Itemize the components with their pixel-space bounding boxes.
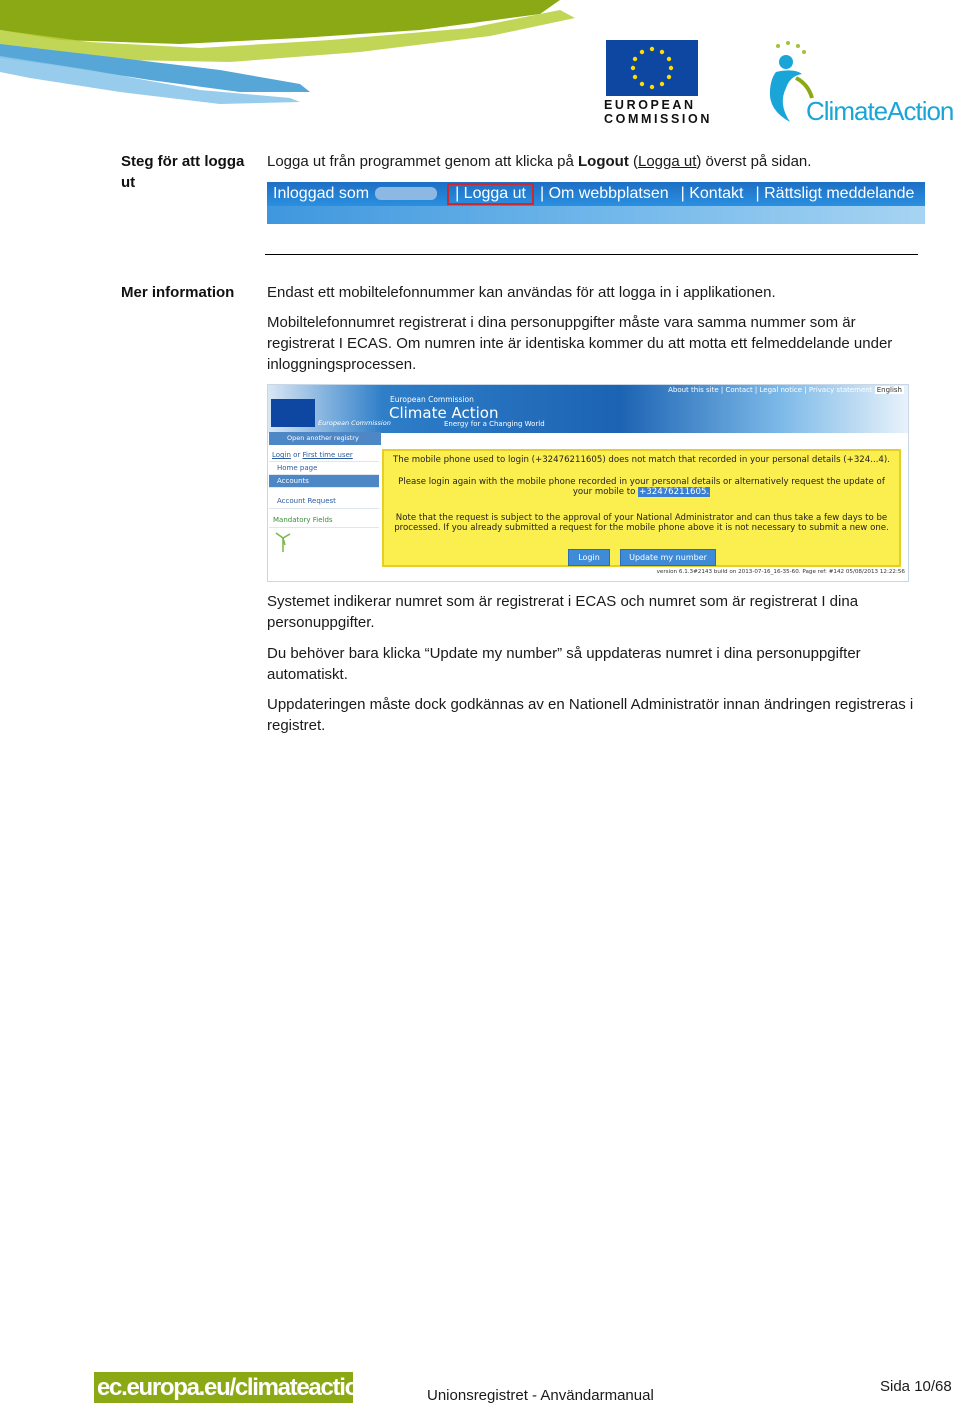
more-info-para3: Systemet indikerar numret som är registrerat i ECAS och numret som är registrerat I dina personuppgifter. <box>267 593 859 631</box>
app-side-or: or <box>290 451 303 459</box>
nav-about-link[interactable] <box>534 185 675 203</box>
app-banner <box>268 385 908 433</box>
nav-logout-label: Logga ut <box>463 185 526 202</box>
app-side-accounts[interactable]: Accounts <box>269 475 379 488</box>
wind-turbine-icon <box>273 530 293 552</box>
app-update-number-button[interactable]: Update my number <box>620 549 716 566</box>
app-ec-logo-text: European Commission <box>318 419 391 427</box>
footer-url-logo: ec.europa.eu/climateaction <box>94 1372 353 1403</box>
nav-legal-label: Rättsligt meddelande <box>764 185 915 202</box>
section-label-more-info: Mer information <box>121 284 235 301</box>
more-info-para1: Endast ett mobiltelefonnummer kan användas för att logga in i applikationen. <box>267 284 776 301</box>
app-top-links-text[interactable]: About this site | Contact | Legal notice | Privacy statement <box>668 386 873 394</box>
more-info-para2: Mobiltelefonnumret registrerat i dina personuppgifter måste vara samma nummer som är registrerat I ECAS. Om numren inte är identiska kommer du att motta ett felmeddelande under inloggningsprocessen. <box>267 314 893 373</box>
app-side-first-time[interactable]: First time user <box>302 451 353 459</box>
eu-logo-line2: COMMISSION <box>604 112 712 126</box>
nav-logout-link[interactable] <box>447 183 534 205</box>
app-msg-number: +32476211605. <box>639 487 710 497</box>
nav-about-label: Om webbplatsen <box>548 185 669 202</box>
app-error-message <box>382 449 901 567</box>
logout-paren: ( <box>628 153 638 170</box>
blurred-username <box>375 187 437 200</box>
nav-contact-link[interactable] <box>675 185 750 203</box>
nav-logged-in-as <box>267 185 443 203</box>
app-msg-line2-text: Please login again with the mobile phone recorded in your personal details or alternatively request the update of your mobile to <box>398 477 885 497</box>
app-version-text: version 6.1.3#2143 build on 2013-07-16_16-35-60. Page ref: #142 05/08/2013 12:22:56 <box>656 569 905 575</box>
app-top-links <box>668 386 904 394</box>
app-language-select[interactable]: English <box>876 386 902 394</box>
nav-contact-label: Kontakt <box>689 185 744 202</box>
nav-legal-link[interactable] <box>750 185 921 203</box>
app-title: Climate Action <box>389 404 499 422</box>
app-ec-small: European Commission <box>390 395 474 404</box>
eu-commission-logo-text <box>604 98 712 126</box>
app-eu-flag-icon <box>271 399 315 427</box>
more-info-para4: Du behöver bara klicka “Update my number” så uppdateras numret i dina personuppgifter automatiskt. <box>267 645 861 683</box>
registry-error-screenshot <box>267 384 909 582</box>
logout-text-before: Logga ut från programmet genom att klicka på <box>267 153 579 170</box>
nav-sep-1: | <box>455 185 460 202</box>
app-sidebar <box>269 449 379 559</box>
logout-link[interactable]: Logga ut <box>638 153 697 170</box>
nav-sep-4: | <box>755 185 760 202</box>
app-subtitle: Energy for a Changing World <box>444 420 545 428</box>
more-info-para5: Uppdateringen måste dock godkännas av en Nationell Administratör innan ändringen registreras i registret. <box>267 696 914 734</box>
eu-logo-line1: EUROPEAN <box>604 98 696 112</box>
app-msg-line2 <box>390 477 893 497</box>
app-msg-line1: The mobile phone used to login (+32476211605) does not match that recorded in your personal details (+324...4). <box>393 455 890 465</box>
app-side-login[interactable]: Login <box>272 451 291 459</box>
app-side-login-row <box>269 449 379 462</box>
nav-sep-2: | <box>539 185 545 202</box>
eu-flag-logo <box>606 40 698 96</box>
nav-banner-strip <box>267 206 925 224</box>
nav-logged-in-label: Inloggad som <box>273 185 370 202</box>
header-swoosh-graphic <box>0 0 600 110</box>
climate-action-logo-text: ClimateAction <box>806 96 954 126</box>
footer-doc-title: Unionsregistret - Användarmanual <box>427 1387 654 1404</box>
app-open-registry-button[interactable]: Open another registry <box>269 432 381 445</box>
nav-sep-3: | <box>680 185 685 202</box>
app-msg-line3: Note that the request is subject to the approval of your National Administrator and can thus take a few days to be processed. If you already submitted a request for the mobile phone above it is not necessary to submit a new one. <box>394 513 889 533</box>
logout-text-after: ) överst på sidan. <box>696 153 812 170</box>
app-side-home[interactable]: Home page <box>269 462 379 475</box>
nav-bar-screenshot <box>267 182 925 224</box>
logout-instruction <box>267 151 927 172</box>
section-divider <box>265 254 918 255</box>
section-label-logout: Steg för att logga ut <box>121 153 245 191</box>
nav-bar <box>267 182 920 206</box>
app-side-account-request[interactable]: Account Request <box>269 488 379 509</box>
logout-bold: Logout <box>578 153 629 170</box>
footer-page-number: Sida 10/68 <box>880 1378 952 1395</box>
app-login-button[interactable]: Login <box>568 549 610 566</box>
app-side-mandatory: Mandatory Fields <box>269 509 379 528</box>
